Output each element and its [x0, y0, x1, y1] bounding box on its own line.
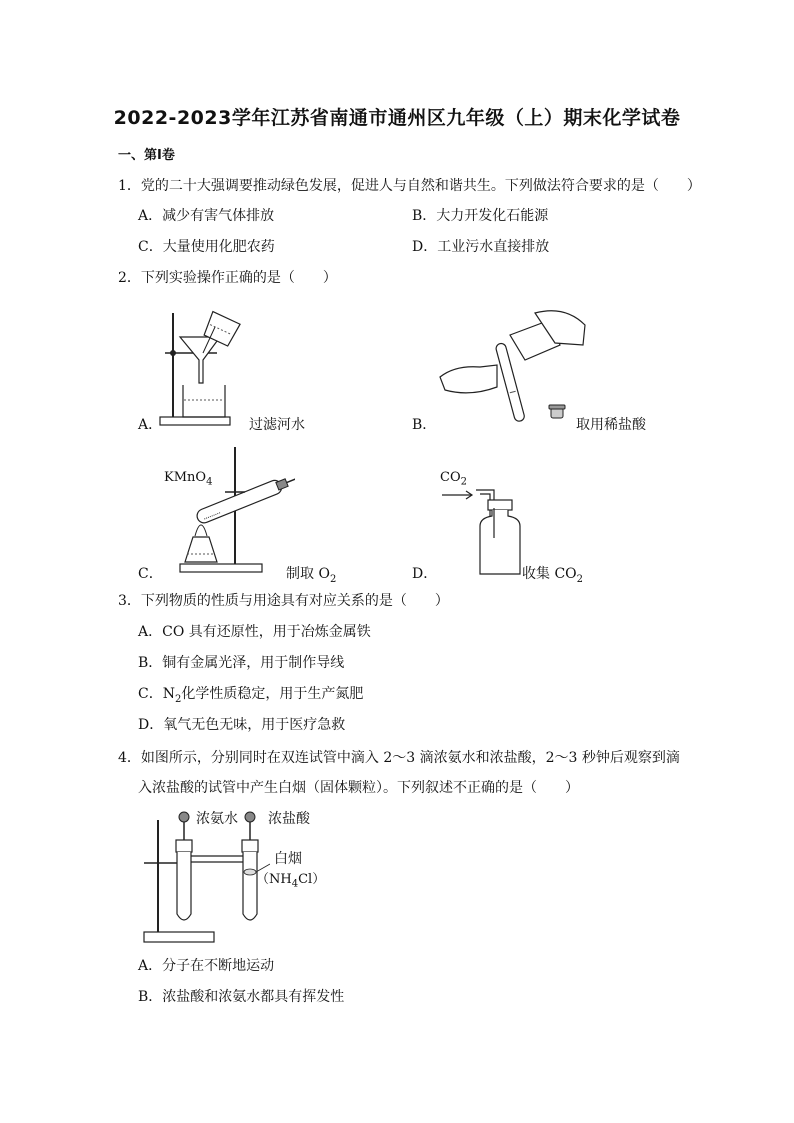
q1-option-c: C．大量使用化肥农药 — [138, 239, 275, 255]
q1-option-b: B．大力开发化石能源 — [412, 208, 549, 224]
white-smoke-label: 白烟 — [274, 851, 302, 867]
q3-option-a: A．CO 具有还原性，用于冶炼金属铁 — [138, 624, 371, 640]
q3-option-c: C．$N_2$化学性质稳定，用于生产氮肥 — [138, 686, 364, 705]
q1-option-d: D．工业污水直接排放 — [412, 239, 550, 255]
q2-b-caption: 取用稀盐酸 — [576, 417, 646, 433]
filtration-figure — [155, 305, 265, 430]
q2-a-letter: A． — [138, 417, 163, 433]
ammonia-label: 浓氨水 — [196, 811, 238, 827]
co2-arrow-label: $CO_2$ — [440, 470, 467, 488]
q2-d-letter: D． — [412, 566, 438, 582]
q2-b-letter: B． — [412, 417, 437, 433]
q2-stem: 2．下列实验操作正确的是（ ） — [118, 270, 337, 286]
section-heading: 一、第Ⅰ卷 — [118, 148, 175, 163]
kmno4-label: KMnO$_4$ — [164, 470, 213, 488]
q2-c-caption: 制取 $O_2$ — [286, 566, 337, 585]
pouring-acid-figure — [435, 305, 595, 430]
q1-stem: 1．党的二十大强调要推动绿色发展，促进人与自然和谐共生。下列做法符合要求的是（ ） — [118, 178, 701, 194]
twin-test-tube-figure — [140, 808, 270, 948]
co2-collection-figure — [440, 478, 530, 578]
q3-option-d: D．氧气无色无味，用于医疗急救 — [138, 717, 346, 733]
q4-option-a: A．分子在不断地运动 — [138, 958, 275, 974]
q1-option-a: A．减少有害气体排放 — [138, 208, 275, 224]
hcl-label: 浓盐酸 — [268, 811, 310, 827]
q4-stem-line2: 入浓盐酸的试管中产生白烟（固体颗粒）。下列叙述不正确的是（ ） — [138, 780, 579, 796]
q2-a-caption: 过滤河水 — [249, 417, 305, 433]
q3-stem: 3．下列物质的性质与用途具有对应关系的是（ ） — [118, 593, 449, 609]
q4-option-b: B．浓盐酸和浓氨水都具有挥发性 — [138, 989, 345, 1005]
q2-d-caption: 收集 $CO_2$ — [522, 566, 584, 585]
page-title: 2022-2023学年江苏省南通市通州区九年级（上）期末化学试卷 — [113, 107, 681, 129]
q3-option-b: B．铜有金属光泽，用于制作导线 — [138, 655, 345, 671]
q4-stem-line1: 4．如图所示，分别同时在双连试管中滴入 2～3 滴浓氨水和浓盐酸，2～3 秒钟后观察到滴 — [118, 750, 680, 766]
oxygen-production-figure — [175, 442, 295, 577]
q2-c-letter: C． — [138, 566, 163, 582]
nh4cl-label: $(NH_4Cl)$ — [256, 872, 326, 890]
